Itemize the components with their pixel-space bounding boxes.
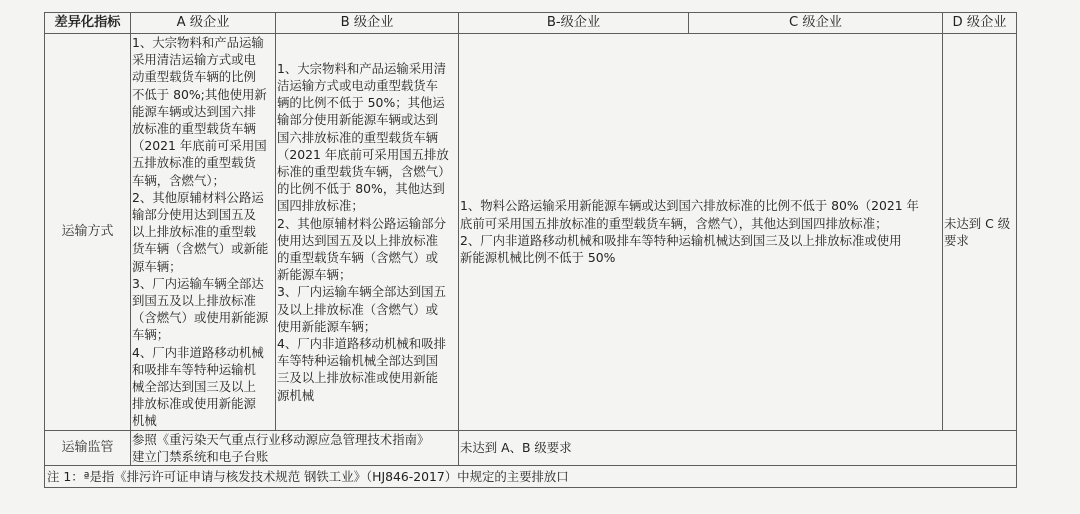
- cell-monitoring-grade-ab: 参照《重污染天气重点行业移动源应急管理技术指南》 建立门禁系统和电子台账: [131, 430, 459, 465]
- row-label-transport: 运输方式: [45, 34, 131, 431]
- cell-transport-grade-a: 1、大宗物料和产品运输 采用清洁运输方式或电 动重型载货车辆的比例 不低于 80%;其他使用新 能源车辆或达到国六排 放标准的重型载货车辆 （2021 年底前可采用国 五排放标准的重型载货 车辆，含燃气）； 2、其他原辅材料公路运 输部分使用达到国五及 以上排放标准的重型载 货车辆（含燃气）或新能 源车辆； 3、厂内运输车辆全部达 到国五及以上排放标准 （含燃气）或使用新能源 车辆； 4、厂内非道路移动机械 和吸排车等特种运输机 械全部达到国三及以上 排放标准或使用新能源 机械: [131, 34, 276, 431]
- emission-grading-table: [44, 12, 1017, 488]
- table-row-monitoring: [45, 430, 1017, 465]
- row-label-monitoring: 运输监管: [45, 430, 131, 465]
- header-grade-b: B 级企业: [276, 13, 459, 34]
- table-header-row: [45, 13, 1017, 34]
- cell-monitoring-other-grades: 未达到 A、B 级要求: [459, 430, 1017, 465]
- cell-transport-grade-b-minus-c: 1、物料公路运输采用新能源车辆或达到国六排放标准的比例不低于 80%（2021 年 底前可采用国五排放标准的重型载货车辆，含燃气），其他达到国四排放标准； 2、厂内非道路移动机械和吸排车等特种运输机械达到国三及以上排放标准或使用 新能源机械比例不低于 50%: [459, 34, 943, 431]
- header-indicator: 差异化指标: [45, 13, 131, 34]
- cell-transport-grade-b: 1、大宗物料和产品运输采用清 洁运输方式或电动重型载货车 辆的比例不低于 50%；其他运 输部分使用新能源车辆或达到 国六排放标准的重型载货车辆 （2021 年底前可采用国五排放 标准的重型载货车辆，含燃气） 的比例不低于 80%，其他达到 国四排放标准； 2、其他原辅材料公路运输部分 使用达到国五及以上排放标准 的重型载货车辆（含燃气）或 新能源车辆； 3、厂内运输车辆全部达到国五 及以上排放标准（含燃气）或 使用新能源车辆； 4、厂内非道路移动机械和吸排 车等特种运输机械全部达到国 三及以上排放标准或使用新能 源机械: [276, 34, 459, 431]
- table-row-transport: [45, 34, 1017, 431]
- header-grade-b-minus: B-级企业: [459, 13, 689, 34]
- header-grade-c: C 级企业: [689, 13, 943, 34]
- cell-transport-grade-d: 未达到 C 级 要求: [943, 34, 1017, 431]
- header-grade-d: D 级企业: [943, 13, 1017, 34]
- footnote: 注 1：ª是指《排污许可证申请与核发技术规范 钢铁工业》（HJ846-2017）中规定的主要排放口: [45, 466, 1017, 488]
- table-row-note: [45, 466, 1017, 488]
- header-grade-a: A 级企业: [131, 13, 276, 34]
